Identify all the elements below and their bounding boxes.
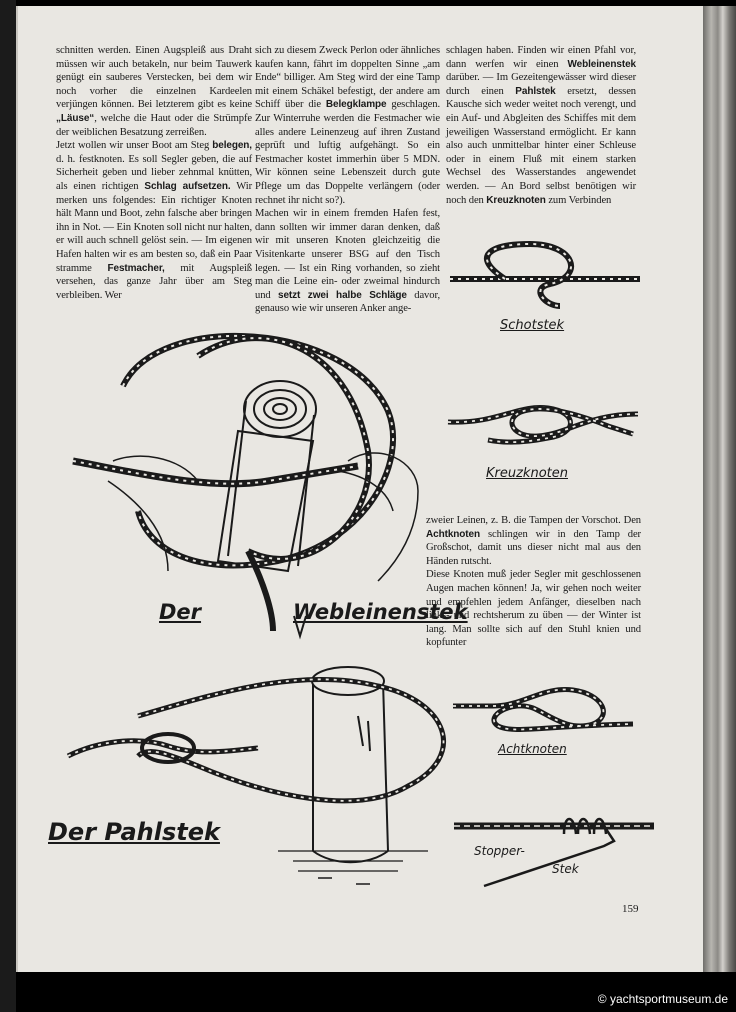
text-column-1 xyxy=(56,44,252,302)
paragraph xyxy=(255,44,440,207)
caption-pahlstek: Der Pahlstek xyxy=(48,818,220,846)
schotstek-illustration xyxy=(450,236,640,306)
text: schnitten werden. Einen Augspleiß aus Draht müssen wir auch betakeln, nur beim Tauwerk genügt ein sauberes Verstecken, bei dem wir noch vorher die einzelnen Kardeelen verjüngen können. Bei letzterem gibt es keine xyxy=(56,45,252,111)
caption-der: Der xyxy=(159,600,202,624)
caption-webleinenstek: Webleinenstek xyxy=(293,600,468,624)
text: , welche die Haut oder die Strümpfe der weiblichen Besatzung zerreißen. xyxy=(56,112,252,138)
text: sich zu diesem Zweck Perlon oder ähnliches kaufen kann, fährt im doppelten Sinne „am Ende“ billiger. Am Steg wird der eine Tamp mit einem Schäkel befestigt, der andere am Schiff über die xyxy=(255,45,440,111)
bold-term: Webleinenstek xyxy=(567,58,636,70)
text: schlagen haben. Finden wir einen Pfahl vor, dann werfen wir einen xyxy=(446,45,636,70)
book-page xyxy=(16,6,705,972)
paragraph xyxy=(255,207,440,316)
caption-stopper-1: Stopper- xyxy=(474,844,525,858)
caption-schotstek: Schotstek xyxy=(500,318,565,333)
paragraph xyxy=(56,44,252,139)
text: Jetzt wollen wir unser Boot am Steg xyxy=(56,140,213,152)
text: davor, genauso wie wir unseren Anker ange- xyxy=(255,289,441,315)
bold-term: Achtknoten xyxy=(426,528,481,540)
bold-term: Kreuzknoten xyxy=(486,194,546,206)
paragraph xyxy=(56,139,252,302)
paragraph xyxy=(446,44,636,207)
bold-term: Pahlstek xyxy=(515,85,556,97)
text: geschlagen. Zur Winterruhe werden die Festmacher wie alles andere Leinenzeug auf ihren Zustand geprüft und luftig aufgehängt. So ein Festmacher kostet immerhin über 5 MDN. Wir können seine Lebenszeit durch gute Pflege um das Doppelte verlängern (oder rechnet ihr nicht so?). xyxy=(255,99,440,206)
achtknoten-illustration xyxy=(453,686,633,736)
book-binding xyxy=(703,6,736,972)
text: ersetzt, dessen Kausche sich weder weitet noch verengt, und ein Auf- und Abgleiten des Schiffes mit dem jeweiligen Wasserstand ermöglicht. Er kann also auch unmittelbar hinter einer Schleuse oder in einem Fluß mit einem starken Wechsel des Wasserstandes angewendet werden. — An Bord selbst benötigen wir noch den xyxy=(446,85,636,206)
text-column-4 xyxy=(426,514,641,650)
bold-term: belegen, xyxy=(212,140,252,152)
webleinenstek-illustration xyxy=(48,331,438,631)
text-column-2 xyxy=(255,44,440,316)
text: darüber. — Im Gezeitengewässer wird dieser durch einen xyxy=(446,72,636,97)
paragraph xyxy=(426,514,641,568)
text: zum Verbinden xyxy=(545,194,612,206)
pahlstek-illustration xyxy=(48,656,438,896)
caption-achtknoten: Achtknoten xyxy=(498,742,567,756)
text: d. h. festknoten. Es soll Segler geben, die auf Sicherheit geben und lieber zehnmal knütten, als einen richtigen xyxy=(56,153,252,192)
text: mit Augspleiß versehen, das ganze Jahr über am Steg verbleiben. Wer xyxy=(56,262,252,301)
text-column-3 xyxy=(446,44,636,207)
scan-left-edge xyxy=(0,0,16,1012)
kreuzknoten-illustration xyxy=(448,404,638,454)
text: Wir merken uns folgendes: Ein richtiger Knoten hält Mann und Boot, zehn falsche aber bringen ihn in Not. — Ein Knoten soll nicht nur halten, er will auch schnell gelöst sein. — Im eigenen Hafen halten wir es am besten so, daß ein Paar stramme xyxy=(56,180,252,274)
text: schlingen wir in den Tamp der Großschot, damit uns dieser nicht mal aus den Händen rutscht. xyxy=(426,528,641,567)
text: zweier Leinen, z. B. die Tampen der Vorschot. Den xyxy=(426,515,641,526)
credit-watermark: © yachtsportmuseum.de xyxy=(597,992,728,1006)
bold-term: Festmacher, xyxy=(107,262,165,274)
text: Machen wir in einem fremden Hafen fest, dann sollten wir immer daran denken, daß wir mit unseren Knoten gleichzeitig die Visitenkarte unserer BSG auf den Tisch legen. — Ist ein Ring vorhanden, so zieht man die Leine ein- oder zweimal hindurch und xyxy=(255,208,440,301)
paragraph: Diese Knoten muß jeder Segler mit geschlossenen Augen machen können! Ja, wir gehen noch weiter und empfehlen jedem Anfänger, dieselben nach links- und rechtsherum zu üben — der Winter ist lang. Man sollte sich auf den Stuhl knien und kopfunter xyxy=(426,569,641,649)
bold-term: Belegklampe xyxy=(325,99,387,111)
page-number: 159 xyxy=(622,903,639,915)
bold-term: Schlag aufsetzen. xyxy=(144,180,231,192)
bold-term: „Läuse“ xyxy=(56,112,95,124)
bold-term: setzt zwei halbe Schläge xyxy=(278,289,407,301)
caption-kreuzknoten: Kreuzknoten xyxy=(486,466,568,481)
caption-stopper-2: Stek xyxy=(552,862,579,876)
